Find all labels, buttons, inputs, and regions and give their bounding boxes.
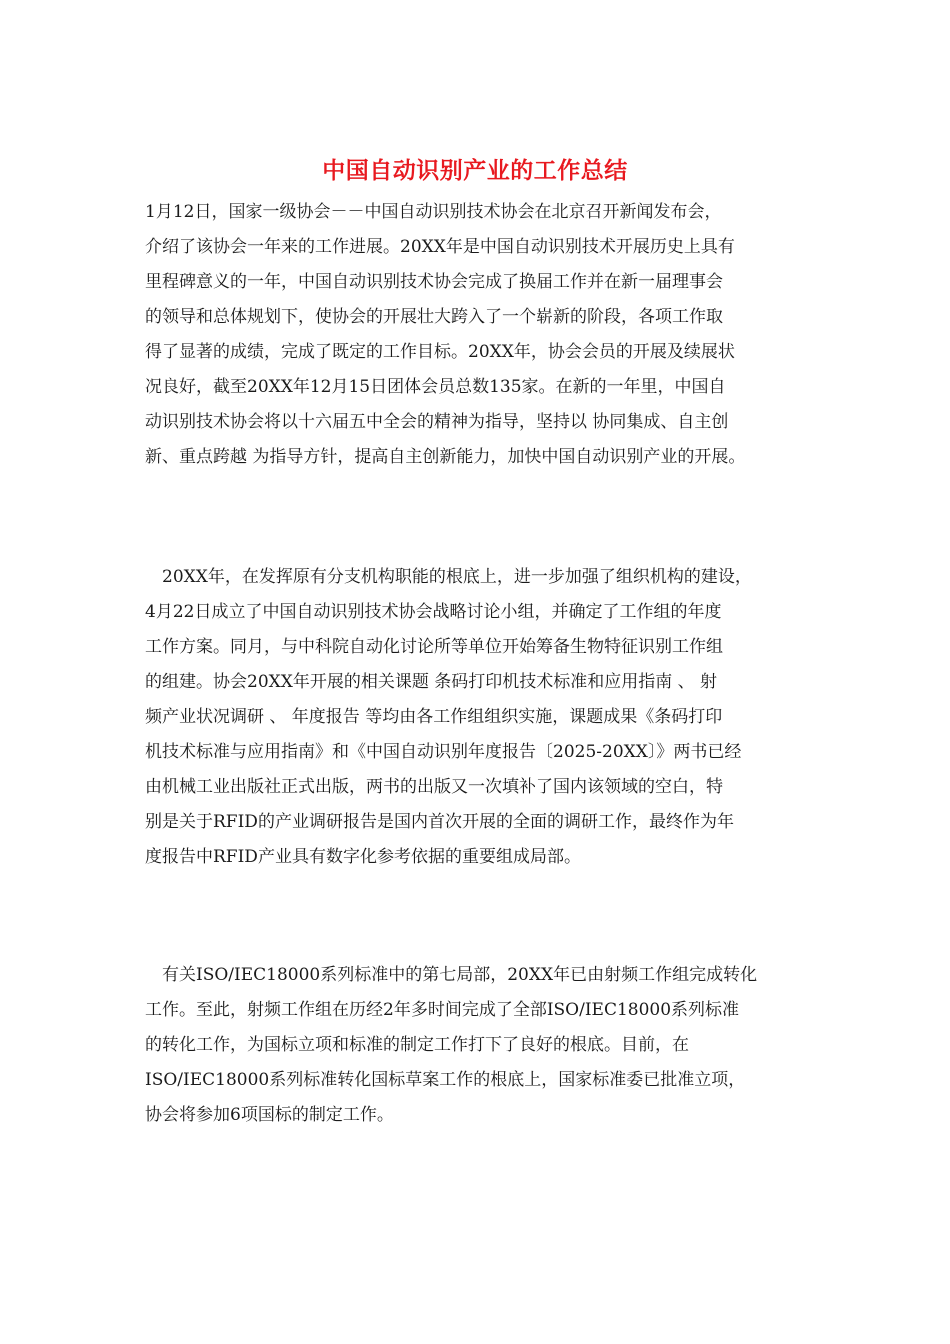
paragraph-line: 况良好，截至20XX年12月15日团体会员总数135家。在新的一年里，中国自 <box>145 377 726 397</box>
paragraph-line: 工作方案。同月，与中科院自动化讨论所等单位开始筹备生物特征识别工作组 <box>145 637 723 657</box>
paragraph-line: 的转化工作，为国标立项和标准的制定工作打下了良好的根底。目前，在 <box>145 1035 689 1055</box>
document-title: 中国自动识别产业的工作总结 <box>322 157 628 184</box>
paragraph-line: 介绍了该协会一年来的工作进展。20XX年是中国自动识别技术开展历史上具有 <box>145 237 735 257</box>
paragraph-line: 度报告中RFID产业具有数字化参考依据的重要组成局部。 <box>145 847 581 867</box>
paragraph-line: 新、重点跨越 为指导方针，提高自主创新能力，加快中国自动识别产业的开展。 <box>145 447 746 467</box>
paragraph-line: 工作。至此，射频工作组在历经2年多时间完成了全部ISO/IEC18000系列标准 <box>145 1000 740 1020</box>
paragraph-line: 得了显著的成绩，完成了既定的工作目标。20XX年，协会会员的开展及续展状 <box>145 342 735 362</box>
paragraph-line: 里程碑意义的一年，中国自动识别技术协会完成了换届工作并在新一届理事会 <box>145 272 723 292</box>
paragraph-1 <box>145 195 813 475</box>
paragraph-line: 协会将参加6项国标的制定工作。 <box>145 1105 394 1125</box>
paragraph-line: 20XX年，在发挥原有分支机构职能的根底上，进一步加强了组织机构的建设， <box>145 567 752 587</box>
paragraph-3 <box>145 958 813 1133</box>
paragraph-line: 频产业状况调研 、 年度报告 等均由各工作组组织实施，课题成果《条码打印 <box>145 707 723 727</box>
paragraph-line: 4月22日成立了中国自动识别技术协会战略讨论小组，并确定了工作组的年度 <box>145 602 722 622</box>
paragraph-line: ISO/IEC18000系列标准转化国标草案工作的根底上，国家标准委已批准立项， <box>145 1070 746 1090</box>
paragraph-line: 由机械工业出版社正式出版，两书的出版又一次填补了国内该领域的空白，特 <box>145 777 723 797</box>
paragraph-line: 1月12日，国家一级协会－－中国自动识别技术协会在北京召开新闻发布会， <box>145 202 722 222</box>
paragraph-line: 有关ISO/IEC18000系列标准中的第七局部，20XX年已由射频工作组完成转化 <box>145 965 758 985</box>
paragraph-line: 别是关于RFID的产业调研报告是国内首次开展的全面的调研工作，最终作为年 <box>145 812 734 832</box>
paragraph-line: 动识别技术协会将以十六届五中全会的精神为指导，坚持以 协同集成、自主创 <box>145 412 729 432</box>
paragraph-line: 机技术标准与应用指南》和《中国自动识别年度报告〔2025-20XX〕》两书已经 <box>145 742 742 762</box>
paragraph-line: 的组建。协会20XX年开展的相关课题 条码打印机技术标准和应用指南 、 射 <box>145 672 718 692</box>
paragraph-2 <box>145 560 813 875</box>
paragraph-line: 的领导和总体规划下，使协会的开展壮大跨入了一个崭新的阶段，各项工作取 <box>145 307 723 327</box>
